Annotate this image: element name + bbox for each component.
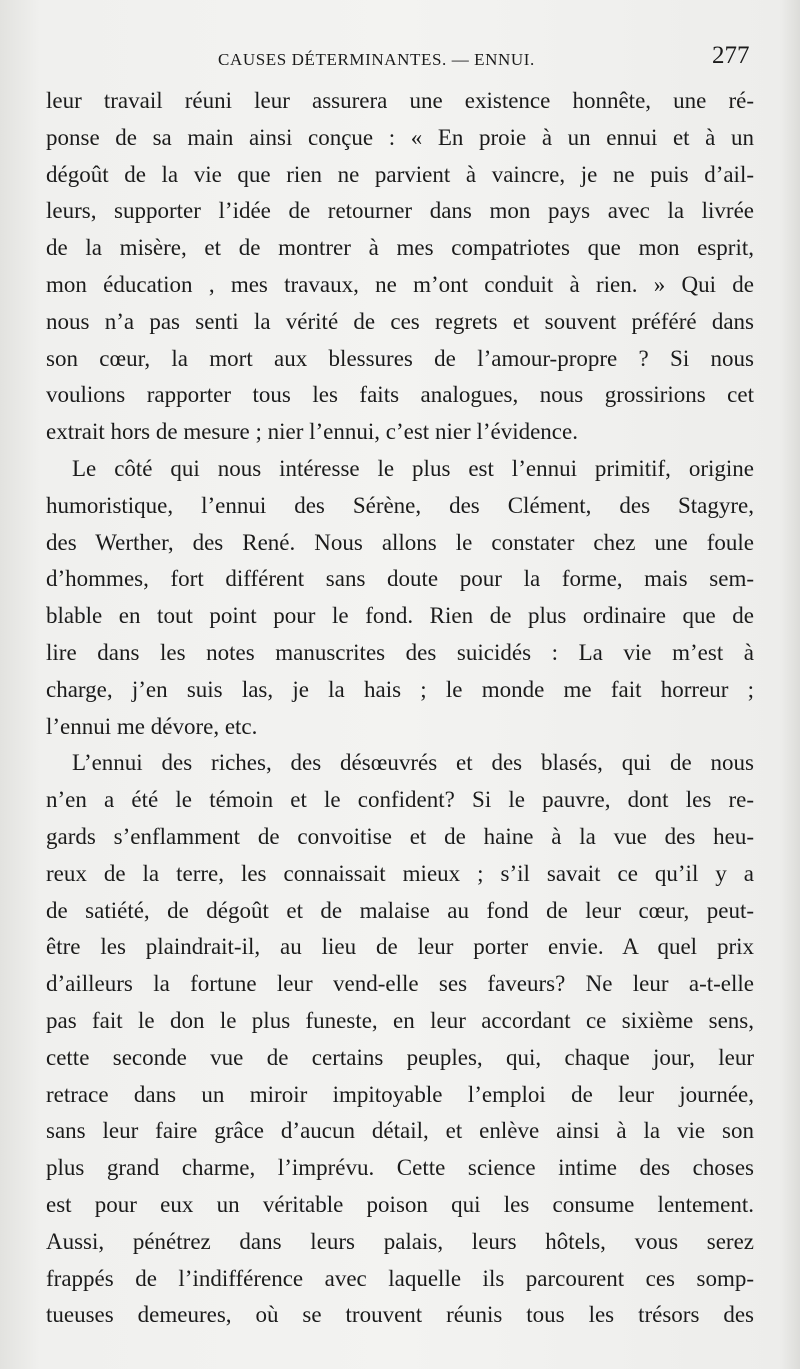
text-line: lire dans les notes manuscrites des suicidés : La vie m’est à [46,639,754,665]
text-line: l’ennui me dévore, etc. [46,713,258,739]
text-line: frappés de l’indifférence avec laquelle ils parcourent ces somp- [46,1265,754,1291]
text-line: L’ennui des riches, des désœuvrés et des blasés, qui de nous [72,750,754,776]
text-line: nous n’a pas senti la vérité de ces regrets et souvent préféré dans [46,308,754,334]
text-line: reux de la terre, les connaissait mieux ; s’il savait ce qu’il y a [46,860,754,886]
text-line: dégoût de la vie que rien ne parvient à vaincre, je ne puis d’ail- [46,161,754,187]
text-line: humoristique, l’ennui des Sérène, des Clément, des Stagyre, [46,492,754,518]
text-line: gards s’enflamment de convoitise et de haine à la vue des heu- [46,823,754,849]
text-line: sans leur faire grâce d’aucun détail, et enlève ainsi à la vie son [46,1118,754,1144]
page-number: 277 [712,42,750,69]
text-line: retrace dans un miroir impitoyable l’emploi de leur journée, [46,1081,754,1107]
text-line: ponse de sa main ainsi conçue : « En proie à un ennui et à un [46,124,754,150]
text-line: d’hommes, fort différent sans doute pour la forme, mais sem- [46,566,754,592]
text-line: mon éducation , mes travaux, ne m’ont conduit à rien. » Qui de [46,271,754,297]
text-line: cette seconde vue de certains peuples, qui, chaque jour, leur [46,1044,754,1070]
text-line: Aussi, pénétrez dans leurs palais, leurs hôtels, vous serez [46,1228,754,1254]
text-line: de la misère, et de montrer à mes compatriotes que mon esprit, [46,235,754,261]
text-line: n’en a été le témoin et le confident? Si le pauvre, dont les re- [46,787,754,813]
text-line: extrait hors de mesure ; nier l’ennui, c’est nier l’évidence. [46,419,578,445]
text-line: leur travail réuni leur assurera une existence honnête, une ré- [46,88,754,113]
text-line: Le côté qui nous intéresse le plus est l’ennui primitif, origine [72,455,754,481]
text-line: leurs, supporter l’idée de retourner dans mon pays avec la livrée [46,198,754,224]
text-line: d’ailleurs la fortune leur vend-elle ses faveurs? Ne leur a-t-elle [46,971,754,997]
running-head [0,42,800,78]
body-text [46,83,754,1334]
text-line: est pour eux un véritable poison qui les consume lentement. [46,1191,754,1217]
running-title: CAUSES DÉTERMINANTES. — ENNUI. [218,50,535,69]
text-line: pas fait le don le plus funeste, en leur accordant ce sixième sens, [46,1007,754,1033]
text-line: blable en tout point pour le fond. Rien de plus ordinaire que de [46,603,754,629]
text-line: plus grand charme, l’imprévu. Cette science intime des choses [46,1155,754,1181]
text-line: charge, j’en suis las, je la hais ; le monde me fait horreur ; [46,676,754,702]
text-line: des Werther, des René. Nous allons le constater chez une foule [46,529,754,555]
text-line: son cœur, la mort aux blessures de l’amour-propre ? Si nous [46,345,754,371]
text-line: tueuses demeures, où se trouvent réunis tous les trésors des [46,1302,754,1328]
text-line: être les plaindrait-il, au lieu de leur porter envie. A quel prix [46,934,754,960]
text-line: de satiété, de dégoût et de malaise au fond de leur cœur, peut- [46,897,754,923]
text-line: voulions rapporter tous les faits analogues, nous grossirions cet [46,382,754,408]
